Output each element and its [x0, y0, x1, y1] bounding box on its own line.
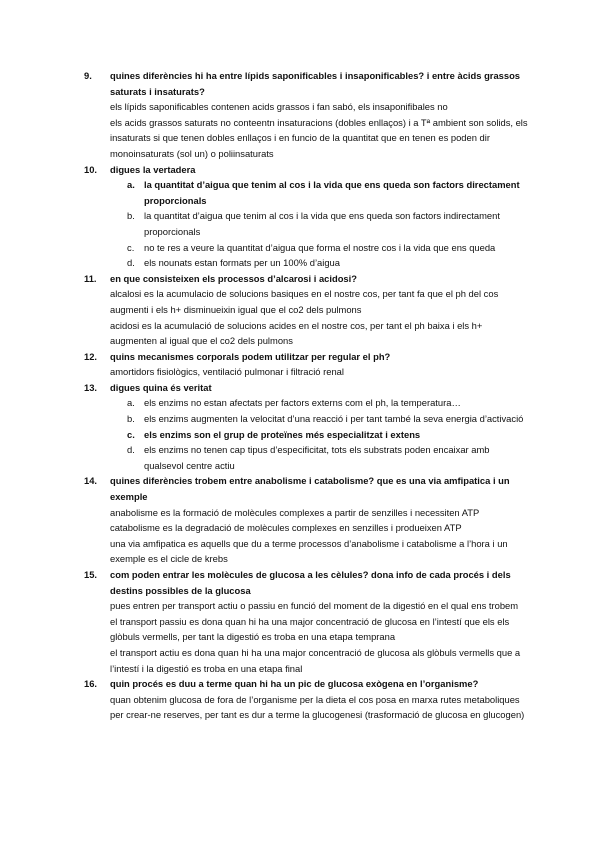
question-heading	[84, 68, 530, 99]
question-9	[84, 68, 530, 162]
answer-text: els lípids saponificables contenen acids grassos i fan sabó, els insaponifibales no	[110, 101, 448, 113]
question-10	[84, 162, 530, 271]
question-13	[84, 380, 530, 474]
question-number: 10.	[84, 163, 98, 175]
answer-text: el transport actiu es dona quan hi ha una major concentració de glucosa als glòbuls vermells que a l’intestí i la digestió es troba en una etapa final	[110, 646, 521, 674]
question-heading	[84, 567, 530, 598]
answer-text: acidosi es la acumulació de solucions acides en el nostre cos, per tant el ph baixa i els h+ augmenten al igual que el co2 dels pulmons	[110, 319, 483, 347]
answer-text: catabolisme es la degradació de molècules complexes en senzilles i produeixen ATP	[110, 522, 462, 534]
option-d: d. els nounats estan formats per un 100% d’aigua	[127, 257, 340, 269]
question-16	[84, 676, 530, 723]
question-title: quin procés es duu a terme quan hi ha un pic de glucosa exògena en l’organisme?	[110, 678, 479, 690]
option-d: d. els enzims no tenen cap tipus d’especificitat, tots els substrats poden encaixar amb qualsevol centre actiu	[127, 444, 490, 471]
answer-text: el transport passiu es dona quan hi ha una major concentració de glucosa en l’intestí que els els glòbuls vermells, per tant la digestió es troba en una etapa temprana	[110, 615, 510, 643]
option-b: b. els enzims augmenten la velocitat d’una reacció i per tant també la seva energia d’activació	[127, 413, 524, 425]
option-c: c. els enzims son el grup de proteïnes més especialitzat i extens	[127, 428, 421, 440]
question-heading	[84, 271, 530, 287]
option-a: a. la quantitat d’aigua que tenim al cos i la vida que ens queda son factors directament proporcionals	[127, 179, 520, 206]
question-heading	[84, 162, 530, 178]
question-title: digues quina és veritat	[110, 381, 212, 393]
question-number: 11.	[84, 272, 97, 284]
question-15	[84, 567, 530, 676]
answer-text: quan obtenim glucosa de fora de l’organisme per la dieta el cos posa en marxa rutes metaboliques per crear-ne reserves, per tant es dur a terme la glucogenesi (trasformació de glucosa en glucogen)	[110, 693, 525, 721]
question-heading	[84, 676, 530, 692]
document-body	[0, 68, 600, 723]
question-12	[84, 349, 530, 380]
option-b: b. la quantitat d’aigua que tenim al cos i la vida que ens queda son factors indirectament proporcionals	[127, 210, 500, 237]
option-list	[127, 395, 530, 473]
answer-text: amortidors fisiològics, ventilació pulmonar i filtració renal	[110, 366, 344, 378]
question-title: en que consisteixen els processos d’alcarosi i acidosi?	[110, 272, 357, 284]
answer-text: els acids grassos saturats no conteentn insaturacions (dobles enllaços) i a Tª ambient son solids, els insaturats si que tenen dobles enllaços i en funcio de la quantitat que en tenen es poden dir monoinsaturats (sol un) o poliinsaturats	[110, 116, 528, 159]
question-11	[84, 271, 530, 349]
question-title: digues la vertadera	[110, 163, 196, 175]
question-number: 16.	[84, 678, 98, 690]
question-title: quins mecanismes corporals podem utilitzar per regular el ph?	[110, 350, 391, 362]
answer-text: una via amfipatica es aquells que du a terme processos d’anabolisme i catabolisme a l’hora i un exemple es el cicle de krebs	[110, 537, 508, 565]
question-number: 15.	[84, 569, 98, 580]
question-heading	[84, 349, 530, 365]
question-14	[84, 473, 530, 567]
question-title: quines diferències hi ha entre lípids saponificables i insaponificables? i entre àcids grassos saturats i insaturats?	[110, 70, 521, 97]
question-number: 14.	[84, 475, 98, 487]
option-c: c. no te res a veure la quantitat d’aigua que forma el nostre cos i la vida que ens queda	[127, 241, 496, 253]
question-heading	[84, 473, 530, 504]
question-heading	[84, 380, 530, 396]
answer-text: pues entren per transport actiu o passiu en funció del moment de la digestió en el qual ens trobem	[110, 600, 519, 612]
option-list	[127, 177, 530, 271]
question-number: 13.	[84, 381, 98, 393]
question-title: com poden entrar les molècules de glucosa a les cèlules? dona info de cada procés i dels destins possibles de la glucosa	[110, 569, 511, 596]
question-title: quines diferències trobem entre anabolisme i catabolisme? que es una via amfipatica i un exemple	[110, 475, 510, 503]
question-number: 9.	[84, 70, 92, 81]
option-a: a. els enzims no estan afectats per factors externs com el ph, la temperatura…	[127, 397, 461, 409]
answer-text: alcalosi es la acumulacio de solucions basiques en el nostre cos, per tant fa que el ph del cos augmenti i els h+ disminueixin igual que el co2 dels pulmons	[110, 288, 499, 315]
answer-text: anabolisme es la formació de molècules complexes a partir de senzilles i necessiten ATP	[110, 506, 480, 518]
question-number: 12.	[84, 350, 98, 362]
